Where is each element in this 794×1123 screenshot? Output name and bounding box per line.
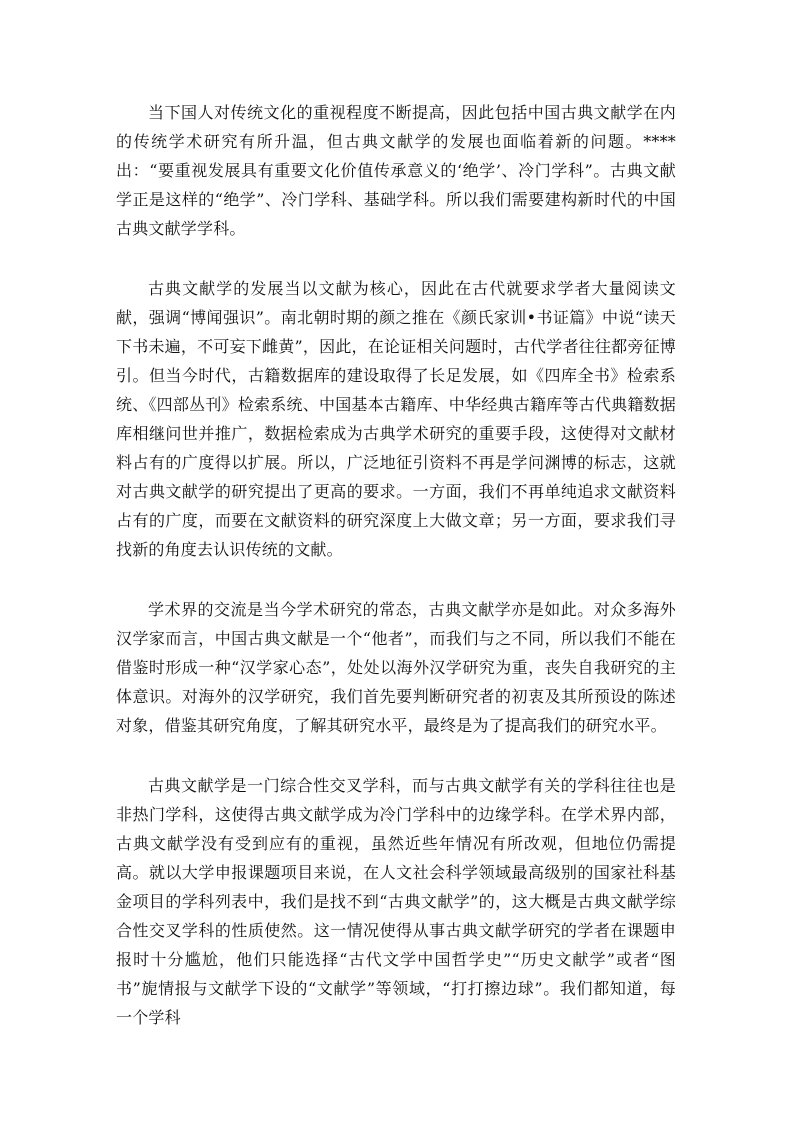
document-body [116, 98, 676, 1063]
paragraph-4: 古典文献学是一门综合性交叉学科，而与古典文献学有关的学科往往也是非热门学科，这使得古典文献学成为冷门学科中的边缘学科。在学术界内部，古典文献学没有受到应有的重视，虽然近些年情况有所改观，但地位仍需提高。就以大学申报课题项目来说，在人文社会科学领域最高级别的国家社科基金项目的学科列表中，我们是找不到“古典文献学”的，这大概是古典文献学综合性交叉学科的性质使然。这一情况使得从事古典文献学研究的学者在课题申报时十分尴尬，他们只能选择“古代文学中国哲学史”“历史文献学”或者“图书”旎情报与文献学下设的“文献学”等领域，“打打擦边球”。我们都知道，每一个学科 [116, 776, 676, 1027]
paragraph-2: 古典文献学的发展当以文献为核心，因此在古代就要求学者大量阅读文献，强调“博闻强识”。南北朝时期的颜之推在《颜氏家训•书证篇》中说“读天下书未遍，不可妄下雌黄”，因此，在论证相关问题时，古代学者往往都旁征博引。但当今时代，古籍数据库的建设取得了长足发展，如《四库全书》检索系统、《四部丛刊》检索系统、中国基本古籍库、中华经典古籍库等古代典籍数据库相继问世并推广，数据检索成为古典学术研究的重要手段，这使得对文献材料占有的广度得以扩展。所以，广泛地征引资料不再是学问渊博的标志，这就对古典文献学的研究提出了更高的要求。一方面，我们不再单纯追求文献资料占有的广度，而要在文献资料的研究深度上大做文章；另一方面，要求我们寻找新的角度去认识传统的文献。 [116, 279, 676, 559]
paragraph-3: 学术界的交流是当今学术研究的常态，古典文献学亦是如此。对众多海外汉学家而言，中国古典文献是一个“他者”，而我们与之不同，所以我们不能在借鉴时形成一种“汉学家心态”，处处以海外汉学研究为重，丧失自我研究的主体意识。对海外的汉学研究，我们首先要判断研究者的初衷及其所预设的陈述对象，借鉴其研究角度，了解其研究水平，最终是为了提高我们的研究水平。 [116, 600, 676, 735]
paragraph-1: 当下国人对传统文化的重视程度不断提高，因此包括中国古典文献学在内的传统学术研究有所升温，但古典文献学的发展也面临着新的问题。****出：“要重视发展具有重要文化价值传承意义的‘绝学’、冷门学科”。古典文献学正是这样的“绝学”、冷门学科、基础学科。所以我们需要建构新时代的中国古典文献学学科。 [116, 103, 676, 238]
